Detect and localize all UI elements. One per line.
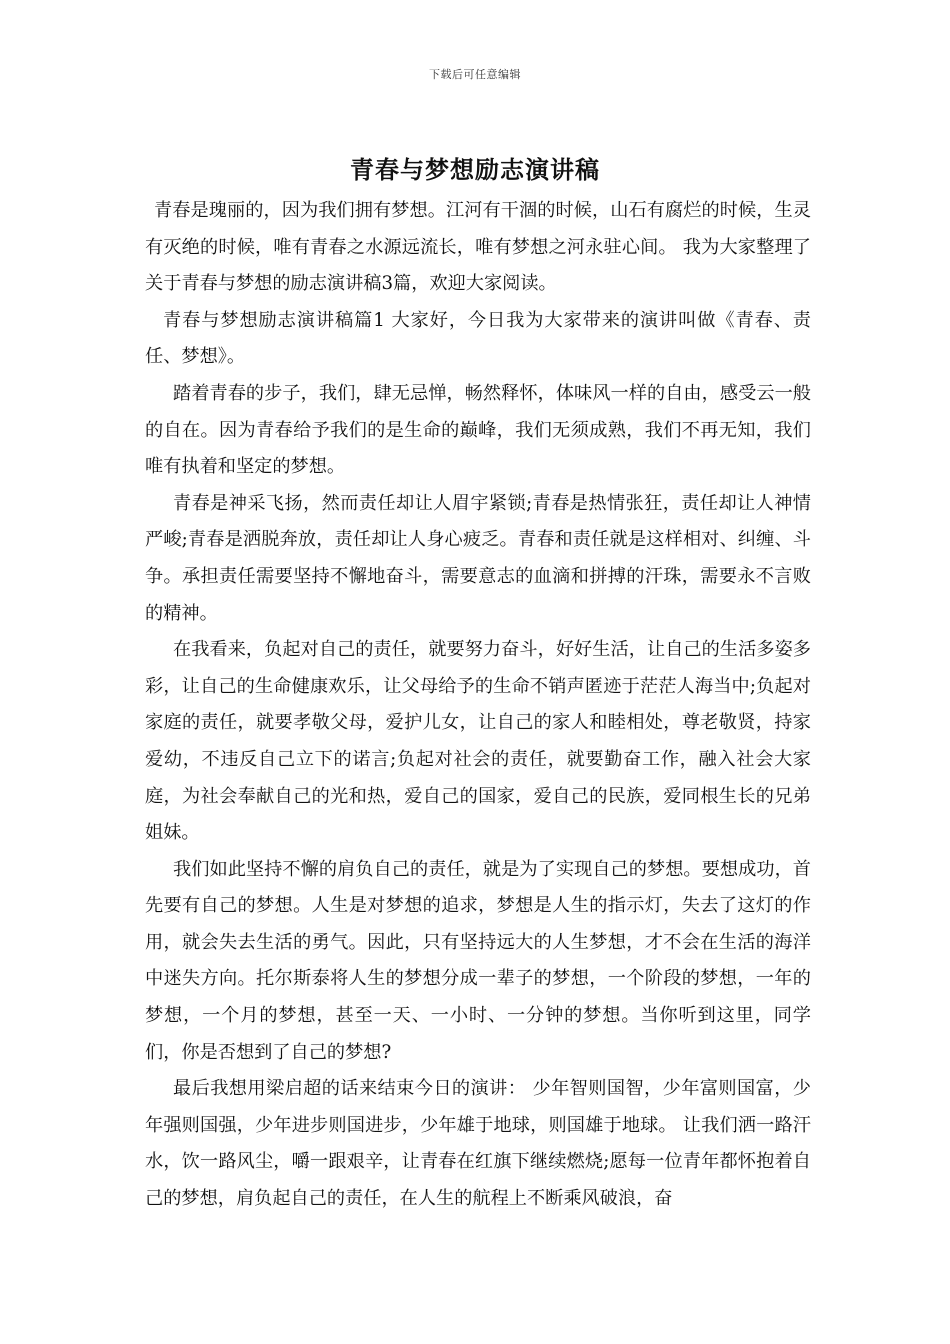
- paragraph-youth-steps: 踏着青春的步子，我们，肆无忌惮，畅然释怀，体味风一样的自由，感受云一般的自在。因为青春给予我们的是生命的巅峰，我们无须成熟，我们不再无知，我们唯有执着和坚定的梦想。: [145, 382, 811, 478]
- document-title: 青春与梦想励志演讲稿: [350, 155, 600, 184]
- paragraph-duties: 在我看来，负起对自己的责任，就要努力奋斗，好好生活，让自己的生活多姿多彩，让自己的生命健康欢乐，让父母给予的生命不销声匿迹于茫茫人海当中;负起对家庭的责任，就要孝敬父母，爱护儿女，让自己的家人和睦相处，尊老敬贤，持家爱幼，不违反自己立下的诺言;负起对社会的责任，就要勤奋工作，融入社会大家庭，为社会奉献自己的光和热，爱自己的国家，爱自己的民族，爱同根生长的兄弟姐妹。: [145, 639, 811, 844]
- paragraph-youth-responsibility: 青春是神采飞扬，然而责任却让人眉宇紧锁;青春是热情张狂，责任却让人神情严峻;青春是洒脱奔放，责任却让人身心疲乏。青春和责任就是这样相对、纠缠、斗争。承担责任需要坚持不懈地奋斗，需要意志的血滴和拼搏的汗珠，需要永不言败的精神。: [145, 492, 811, 624]
- header-note: 下载后可任意编辑: [429, 68, 521, 81]
- paragraph-dreams: 我们如此坚持不懈的肩负自己的责任，就是为了实现自己的梦想。要想成功，首先要有自己的梦想。人生是对梦想的追求，梦想是人生的指示灯，失去了这灯的作用，就会失去生活的勇气。因此，只有坚持远大的人生梦想，才不会在生活的海洋中迷失方向。托尔斯泰将人生的梦想分成一辈子的梦想，一个阶段的梦想，一年的梦想，一个月的梦想，甚至一天、一小时、一分钟的梦想。当你听到这里，同学们，你是否想到了自己的梦想?: [145, 858, 811, 1063]
- document-body: [145, 193, 811, 1218]
- paragraph-speech-opening: 青春与梦想励志演讲稿篇1 大家好，今日我为大家带来的演讲叫做《青春、责任、梦想》。: [145, 309, 811, 368]
- paragraph-intro: 青春是瑰丽的，因为我们拥有梦想。江河有干涸的时候，山石有腐烂的时候，生灵有灭绝的时候，唯有青春之水源远流长，唯有梦想之河永驻心间。 我为大家整理了关于青春与梦想的励志演讲稿3篇，欢迎大家阅读。: [145, 200, 811, 295]
- paragraph-closing: 最后我想用梁启超的话来结束今日的演讲： 少年智则国智，少年富则国富，少年强则国强，少年进步则国进步，少年雄于地球，则国雄于地球。 让我们洒一路汗水，饮一路风尘，嚼一跟艰辛，让青春在红旗下继续燃烧;愿每一位青年都怀抱着自己的梦想，肩负起自己的责任，在人生的航程上不断乘风破浪，奋: [145, 1078, 811, 1210]
